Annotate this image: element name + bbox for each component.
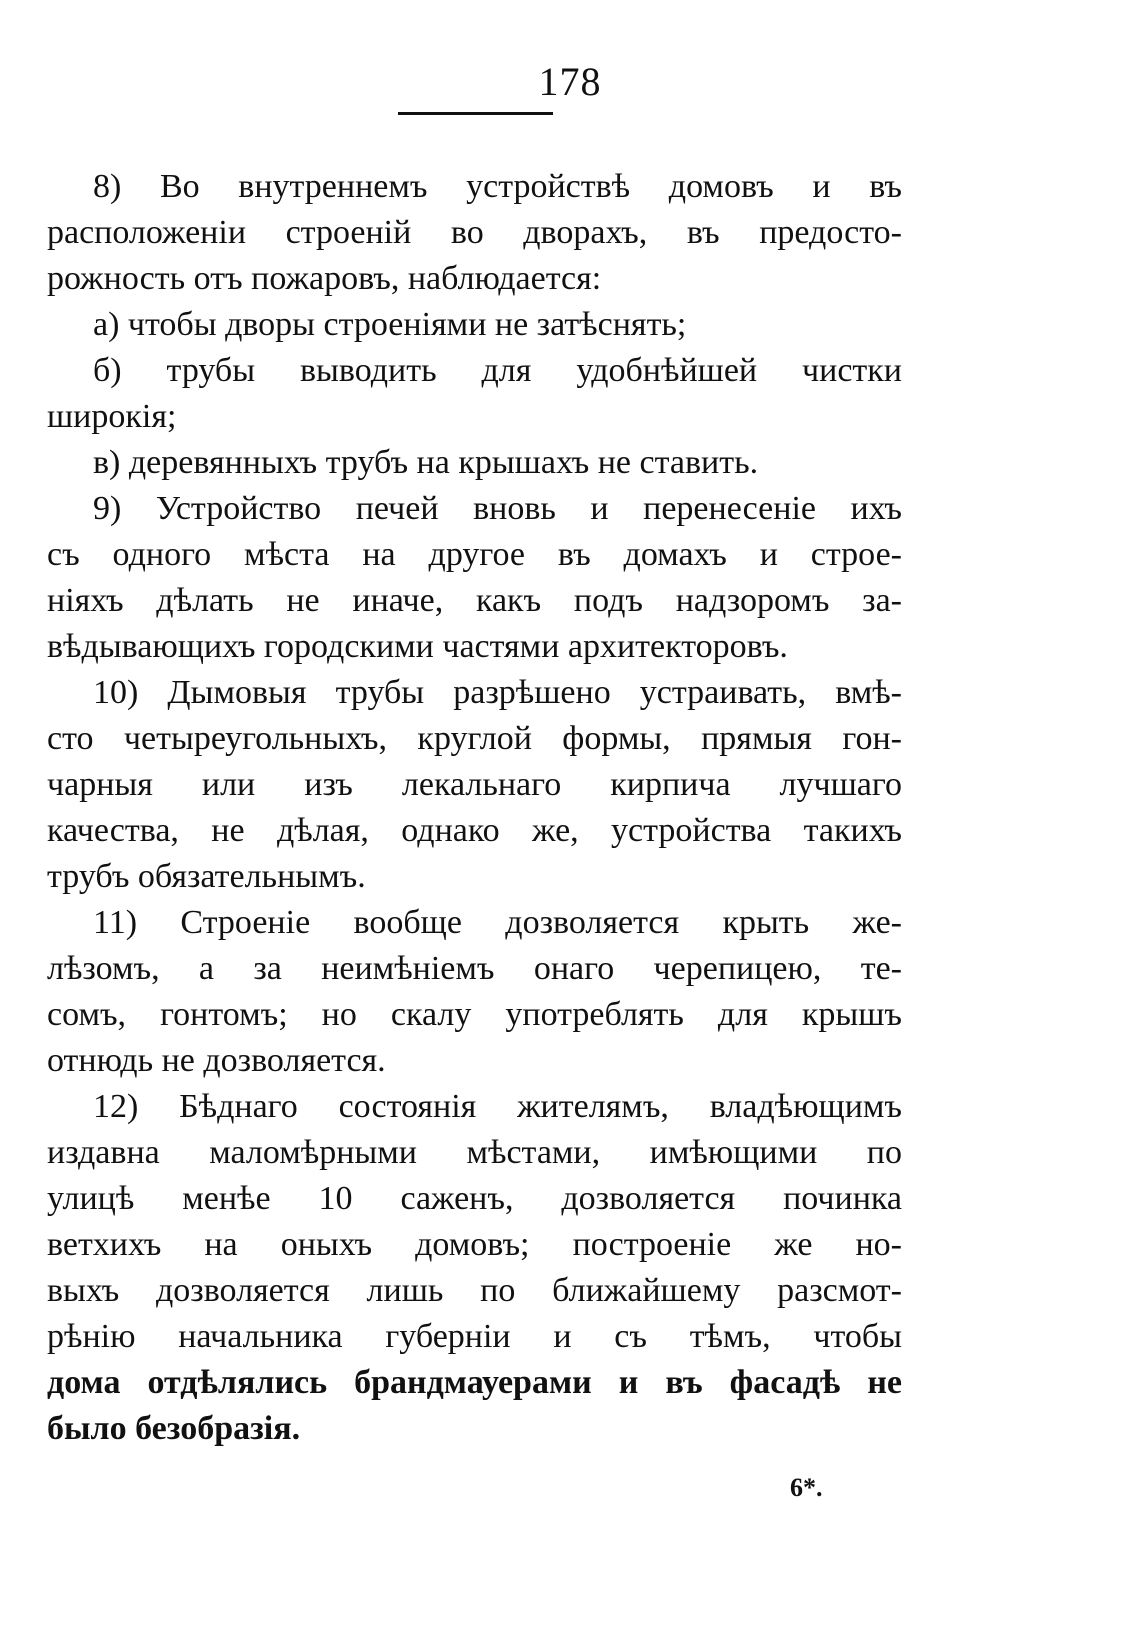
text-line: дома отдѣлялись брандмауерами и въ фасадѣ не bbox=[47, 1364, 902, 1401]
body-text bbox=[47, 164, 902, 1452]
text-line: качества, не дѣлая, однако же, устройства такихъ bbox=[47, 812, 902, 849]
text-line: выхъ дозволяется лишь по ближайшему разсмот- bbox=[47, 1272, 902, 1309]
text-line: съ одного мѣста на другое въ домахъ и строе- bbox=[47, 536, 902, 573]
text-line: 8) Во внутреннемъ устройствѣ домовъ и въ bbox=[93, 168, 902, 205]
text-line: улицѣ менѣе 10 саженъ, дозволяется починка bbox=[47, 1180, 902, 1217]
text-line: рѣнію начальника губерніи и съ тѣмъ, чтобы bbox=[47, 1318, 902, 1355]
text-line: б) трубы выводить для удобнѣйшей чистки bbox=[93, 352, 902, 389]
text-line: широкія; bbox=[47, 398, 177, 435]
text-line: лѣзомъ, а за неимѣніемъ онаго черепицею, те- bbox=[47, 950, 902, 987]
text-line: сто четыреугольныхъ, круглой формы, прямыя гон- bbox=[47, 720, 902, 757]
text-line: вѣдывающихъ городскими частями архитекторовъ. bbox=[47, 628, 788, 665]
text-line: а) чтобы дворы строеніями не затѣснять; bbox=[93, 306, 687, 343]
page-number: 178 bbox=[538, 59, 602, 104]
text-line: расположеніи строеній во дворахъ, въ предосто- bbox=[47, 214, 902, 251]
text-line: 9) Устройство печей вновь и перенесеніе ихъ bbox=[93, 490, 902, 527]
text-line: рожность отъ пожаровъ, наблюдается: bbox=[47, 260, 602, 297]
text-line: трубъ обязательнымъ. bbox=[47, 858, 366, 895]
text-line: издавна маломѣрными мѣстами, имѣющими по bbox=[47, 1134, 902, 1171]
text-line: 12) Бѣднаго состоянія жителямъ, владѣющимъ bbox=[93, 1088, 902, 1125]
signature-mark: 6*. bbox=[790, 1473, 823, 1502]
text-line: было безобразія. bbox=[47, 1410, 301, 1447]
text-line: 11) Строеніе вообще дозволяется крыть же- bbox=[93, 904, 902, 941]
text-line: ветхихъ на оныхъ домовъ; построеніе же но- bbox=[47, 1226, 902, 1263]
text-line: чарныя или изъ лекальнаго кирпича лучшаго bbox=[47, 766, 902, 803]
text-line: ніяхъ дѣлать не иначе, какъ подъ надзоромъ за- bbox=[47, 582, 902, 619]
text-line: в) деревянныхъ трубъ на крышахъ не ставить. bbox=[93, 444, 759, 481]
header-rule bbox=[398, 112, 553, 115]
text-line: отнюдь не дозволяется. bbox=[47, 1042, 386, 1079]
text-line: 10) Дымовыя трубы разрѣшено устраивать, вмѣ- bbox=[93, 674, 902, 711]
text-line: сомъ, гонтомъ; но скалу употреблять для крышъ bbox=[47, 996, 902, 1033]
